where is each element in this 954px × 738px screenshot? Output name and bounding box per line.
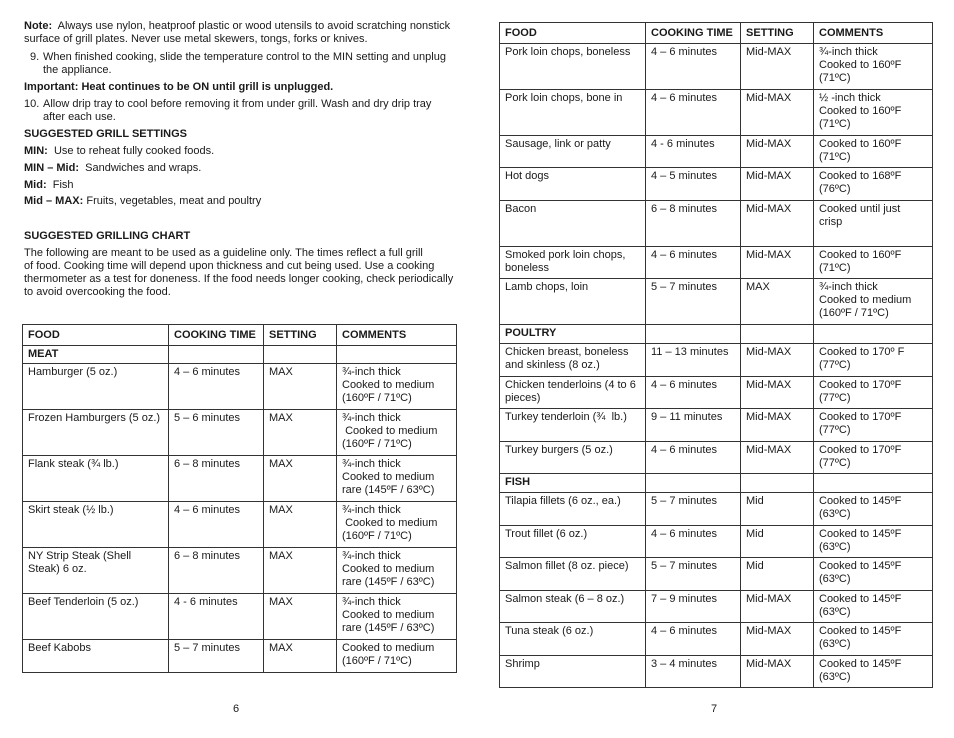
comment-line: Cooked until just	[819, 203, 901, 215]
food-cell: Shrimp	[500, 656, 646, 688]
comment-line: (76ºC)	[819, 183, 851, 195]
table-row	[500, 136, 933, 168]
comments-cell	[814, 656, 933, 688]
time-cell: 4 – 6 minutes	[169, 502, 264, 548]
comment-line: rare (145ºF / 63ºC)	[342, 622, 435, 634]
setting-cell: Mid	[741, 558, 814, 591]
food-cell: Salmon fillet (8 oz. piece)	[500, 558, 646, 591]
time-cell: 6 – 8 minutes	[646, 201, 741, 247]
food-cell	[23, 548, 169, 594]
comments-cell	[814, 493, 933, 526]
setting-label: Mid:	[24, 179, 47, 191]
table-row	[500, 409, 933, 442]
comment-line: Cooked to 145ºF	[819, 495, 902, 507]
comment-line: Cooked to 170ºF	[819, 444, 902, 456]
comment-line: (63ºC)	[819, 606, 851, 618]
comment-line: crisp	[819, 216, 843, 228]
table-row	[23, 502, 457, 548]
time-cell: 4 – 6 minutes	[646, 247, 741, 279]
table-row	[500, 168, 933, 201]
table-row	[500, 442, 933, 474]
empty-cell	[646, 474, 741, 493]
section-label: POULTRY	[500, 325, 646, 344]
table-row	[500, 90, 933, 136]
note-text: Always use nylon, heatproof plastic or wood utensils to avoid scratching nonstick surface of grill plates. Never use metal skewers, tongs, forks or knives.	[24, 20, 451, 45]
time-cell: 5 – 7 minutes	[169, 640, 264, 673]
time-cell: 9 – 11 minutes	[646, 409, 741, 442]
food-cell: Turkey tenderloin (¾ lb.)	[500, 409, 646, 442]
comments-cell	[814, 377, 933, 409]
comment-line: (77ºC)	[819, 457, 851, 469]
comment-line: rare (145ºF / 63ºC)	[342, 484, 435, 496]
table-row	[500, 279, 933, 325]
food-cell: Trout fillet (6 oz.)	[500, 526, 646, 558]
comment-line: (63ºC)	[819, 638, 851, 650]
comment-line: ¾-inch thick	[342, 458, 401, 470]
intro-line: of food. Cooking time will depend upon thickness and cut being used. Use a cooking	[24, 260, 435, 272]
comment-line: Cooked to 160ºF	[819, 138, 902, 150]
setting-cell: Mid-MAX	[741, 409, 814, 442]
setting-cell: Mid-MAX	[741, 623, 814, 656]
header-cooking-time: COOKING TIME	[169, 325, 264, 346]
intro-line: to avoid overcooking the food.	[24, 286, 171, 298]
comment-line: (77ºC)	[819, 424, 851, 436]
food-cell	[500, 247, 646, 279]
food-cell	[500, 377, 646, 409]
step-9-line1: When finished cooking, slide the temperature control to the MIN setting and unplug	[43, 51, 446, 63]
section-label: MEAT	[23, 346, 169, 364]
intro-line: thermometer as a test for doneness. If the food needs longer cooking, check periodically	[24, 273, 454, 285]
comments-cell	[337, 364, 457, 410]
comment-line: ¾-inch thick	[819, 46, 878, 58]
comment-line: (63ºC)	[819, 671, 851, 683]
table-header-row	[23, 325, 457, 346]
comment-line: (63ºC)	[819, 508, 851, 520]
header-food: FOOD	[500, 23, 646, 44]
table-row	[500, 558, 933, 591]
time-cell: 4 - 6 minutes	[646, 136, 741, 168]
chart-intro	[24, 247, 464, 299]
comment-line: (77ºC)	[819, 359, 851, 371]
grilling-chart-heading: SUGGESTED GRILLING CHART	[24, 230, 191, 242]
setting-cell: Mid-MAX	[741, 442, 814, 474]
header-setting: SETTING	[264, 325, 337, 346]
comment-line: (71ºC)	[819, 72, 851, 84]
time-cell: 4 – 5 minutes	[646, 168, 741, 201]
empty-cell	[337, 346, 457, 364]
setting-min-mid	[24, 162, 201, 175]
comments-cell	[814, 623, 933, 656]
comments-cell	[814, 201, 933, 247]
food-line: Chicken tenderloins (4 to 6	[505, 379, 636, 391]
time-cell: 11 – 13 minutes	[646, 344, 741, 377]
comment-line: (160ºF / 71ºC)	[342, 655, 412, 667]
setting-cell: MAX	[264, 594, 337, 640]
food-line: Chicken breast, boneless	[505, 346, 629, 358]
comment-line: Cooked to 145ºF	[819, 658, 902, 670]
empty-cell	[814, 325, 933, 344]
section-row-meat	[23, 346, 457, 364]
comment-line: ¾-inch thick	[342, 504, 401, 516]
setting-label: Mid – MAX:	[24, 195, 84, 207]
time-cell: 4 – 6 minutes	[646, 90, 741, 136]
table-row	[23, 594, 457, 640]
table-row	[500, 201, 933, 247]
grill-settings-heading: SUGGESTED GRILL SETTINGS	[24, 128, 187, 140]
comments-cell	[337, 456, 457, 502]
setting-label: MIN – Mid:	[24, 162, 79, 174]
comment-line: (160ºF / 71ºC)	[342, 392, 412, 404]
time-cell: 5 – 7 minutes	[646, 493, 741, 526]
header-setting: SETTING	[741, 23, 814, 44]
setting-cell: MAX	[264, 548, 337, 594]
time-cell: 6 – 8 minutes	[169, 548, 264, 594]
comment-line: Cooked to medium	[342, 642, 435, 654]
time-cell: 4 - 6 minutes	[169, 594, 264, 640]
comment-line: Cooked to 145ºF	[819, 625, 902, 637]
comment-line: ¾-inch thick	[342, 366, 401, 378]
time-cell: 4 – 6 minutes	[646, 623, 741, 656]
table-header-row	[500, 23, 933, 44]
time-cell: 4 – 6 minutes	[169, 364, 264, 410]
table-row	[500, 247, 933, 279]
comment-line: Cooked to medium	[342, 379, 435, 391]
setting-text: Fish	[52, 179, 74, 191]
table-row	[500, 344, 933, 377]
setting-text: Fruits, vegetables, meat and poultry	[86, 195, 262, 207]
header-comments: COMMENTS	[814, 23, 933, 44]
table-row	[23, 364, 457, 410]
comment-line: (71ºC)	[819, 262, 851, 274]
comment-line: Cooked to 160ºF	[819, 105, 902, 117]
empty-cell	[169, 346, 264, 364]
header-food: FOOD	[23, 325, 169, 346]
comment-line: (63ºC)	[819, 541, 851, 553]
empty-cell	[646, 325, 741, 344]
setting-cell: MAX	[264, 364, 337, 410]
comments-cell	[814, 168, 933, 201]
food-cell: Turkey burgers (5 oz.)	[500, 442, 646, 474]
comment-line: (63ºC)	[819, 573, 851, 585]
time-cell: 4 – 6 minutes	[646, 377, 741, 409]
comment-line: (71ºC)	[819, 118, 851, 130]
food-cell: Lamb chops, loin	[500, 279, 646, 325]
comment-line: (160ºF / 71ºC)	[342, 530, 412, 542]
comments-cell	[337, 594, 457, 640]
comment-line: Cooked to medium	[342, 563, 435, 575]
important-note: Important: Heat continues to be ON until grill is unplugged.	[24, 81, 334, 93]
food-cell: Skirt steak (½ lb.)	[23, 502, 169, 548]
comment-line: ¾-inch thick	[342, 550, 401, 562]
setting-cell: Mid-MAX	[741, 44, 814, 90]
right-page	[477, 0, 954, 738]
food-cell: Pork loin chops, boneless	[500, 44, 646, 90]
comments-cell	[814, 90, 933, 136]
food-cell	[500, 344, 646, 377]
comments-cell	[814, 44, 933, 90]
comments-cell	[814, 591, 933, 623]
step-9-number: 9.	[30, 51, 40, 63]
empty-cell	[264, 346, 337, 364]
table-row	[500, 44, 933, 90]
comments-cell	[814, 344, 933, 377]
comment-line: Cooked to medium	[819, 294, 912, 306]
setting-cell: Mid	[741, 526, 814, 558]
comment-line: (77ºC)	[819, 392, 851, 404]
setting-cell: Mid-MAX	[741, 168, 814, 201]
comment-line: (160ºF / 71ºC)	[342, 438, 412, 450]
comment-line: Cooked to 160ºF	[819, 249, 902, 261]
comments-cell	[814, 136, 933, 168]
table-row	[500, 377, 933, 409]
header-comments: COMMENTS	[337, 325, 457, 346]
comments-cell	[337, 502, 457, 548]
comment-line: Cooked to medium	[342, 609, 435, 621]
comment-line: Cooked to 168ºF	[819, 170, 902, 182]
food-line: NY Strip Steak (Shell	[28, 550, 132, 562]
comments-cell	[814, 279, 933, 325]
time-cell: 5 – 6 minutes	[169, 410, 264, 456]
table-row	[23, 456, 457, 502]
comments-cell	[814, 409, 933, 442]
setting-cell: MAX	[741, 279, 814, 325]
food-cell: Bacon	[500, 201, 646, 247]
food-cell: Frozen Hamburgers (5 oz.)	[23, 410, 169, 456]
table-row	[23, 410, 457, 456]
food-cell: Tilapia fillets (6 oz., ea.)	[500, 493, 646, 526]
setting-cell: Mid-MAX	[741, 591, 814, 623]
comment-line: Cooked to 170º F	[819, 346, 905, 358]
comment-line: (71ºC)	[819, 151, 851, 163]
time-cell: 4 – 6 minutes	[646, 526, 741, 558]
grilling-table-continued	[499, 22, 933, 688]
food-cell: Tuna steak (6 oz.)	[500, 623, 646, 656]
step-10-line2: after each use.	[43, 111, 116, 123]
comment-line: ¾-inch thick	[342, 412, 401, 424]
comment-line: Cooked to 170ºF	[819, 411, 902, 423]
empty-cell	[741, 474, 814, 493]
table-row	[23, 640, 457, 673]
food-line: boneless	[505, 262, 550, 274]
food-cell: Pork loin chops, bone in	[500, 90, 646, 136]
setting-cell: Mid-MAX	[741, 247, 814, 279]
comment-line: ½ -inch thick	[819, 92, 881, 104]
comment-line: rare (145ºF / 63ºC)	[342, 576, 435, 588]
intro-line: The following are meant to be used as a guideline only. The times reflect a full grill	[24, 247, 423, 259]
food-line: pieces)	[505, 392, 541, 404]
table-row	[500, 656, 933, 688]
empty-cell	[814, 474, 933, 493]
time-cell: 3 – 4 minutes	[646, 656, 741, 688]
comment-line: Cooked to 145ºF	[819, 593, 902, 605]
food-line: and skinless (8 oz.)	[505, 359, 600, 371]
setting-cell: Mid	[741, 493, 814, 526]
setting-mid-max	[24, 195, 261, 208]
setting-label: MIN:	[24, 145, 48, 157]
setting-mid	[24, 179, 74, 192]
time-cell: 4 – 6 minutes	[646, 442, 741, 474]
food-cell: Sausage, link or patty	[500, 136, 646, 168]
time-cell: 5 – 7 minutes	[646, 279, 741, 325]
comment-line: (160ºF / 71ºC)	[819, 307, 889, 319]
step-10	[24, 98, 454, 124]
setting-cell: Mid-MAX	[741, 90, 814, 136]
setting-cell: MAX	[264, 456, 337, 502]
setting-cell: Mid-MAX	[741, 377, 814, 409]
step-9-line2: the appliance.	[43, 64, 112, 76]
comment-line: Cooked to 160ºF	[819, 59, 902, 71]
page-number: 7	[711, 703, 718, 715]
comments-cell	[337, 640, 457, 673]
table-row	[500, 493, 933, 526]
note-label: Note:	[24, 20, 53, 32]
time-cell: 6 – 8 minutes	[169, 456, 264, 502]
comments-cell	[337, 548, 457, 594]
time-cell: 4 – 6 minutes	[646, 44, 741, 90]
table-row	[500, 623, 933, 656]
setting-cell: Mid-MAX	[741, 136, 814, 168]
comment-line: Cooked to medium	[342, 517, 438, 529]
comment-line: ¾-inch thick	[819, 281, 878, 293]
food-cell: Hamburger (5 oz.)	[23, 364, 169, 410]
setting-min	[24, 145, 214, 158]
comment-line: Cooked to 170ºF	[819, 379, 902, 391]
food-cell: Hot dogs	[500, 168, 646, 201]
comment-line: Cooked to 145ºF	[819, 560, 902, 572]
table-row	[500, 526, 933, 558]
step-9	[30, 51, 460, 77]
header-cooking-time: COOKING TIME	[646, 23, 741, 44]
comment-line: Cooked to 145ºF	[819, 528, 902, 540]
time-cell: 5 – 7 minutes	[646, 558, 741, 591]
note-paragraph	[24, 20, 456, 46]
section-row-poultry	[500, 325, 933, 344]
meat-table	[22, 324, 457, 673]
food-line: Steak) 6 oz.	[28, 563, 87, 575]
comments-cell	[337, 410, 457, 456]
time-cell: 7 – 9 minutes	[646, 591, 741, 623]
food-cell: Beef Kabobs	[23, 640, 169, 673]
setting-cell: MAX	[264, 640, 337, 673]
setting-cell: MAX	[264, 410, 337, 456]
food-line: Smoked pork loin chops,	[505, 249, 626, 261]
food-cell: Flank steak (¾ lb.)	[23, 456, 169, 502]
page-number: 6	[233, 703, 240, 715]
comment-line: Cooked to medium	[342, 471, 435, 483]
section-row-fish	[500, 474, 933, 493]
setting-cell: Mid-MAX	[741, 656, 814, 688]
setting-cell: Mid-MAX	[741, 344, 814, 377]
step-10-number: 10.	[24, 98, 40, 110]
step-10-line1: Allow drip tray to cool before removing it from under grill. Wash and dry drip tray	[43, 98, 432, 110]
table-row	[23, 548, 457, 594]
comments-cell	[814, 442, 933, 474]
setting-text: Sandwiches and wraps.	[85, 162, 202, 174]
comments-cell	[814, 526, 933, 558]
setting-text: Use to reheat fully cooked foods.	[53, 145, 215, 157]
setting-cell: Mid-MAX	[741, 201, 814, 247]
comments-cell	[814, 558, 933, 591]
food-cell: Salmon steak (6 – 8 oz.)	[500, 591, 646, 623]
comment-line: Cooked to medium	[342, 425, 438, 437]
empty-cell	[741, 325, 814, 344]
food-cell: Beef Tenderloin (5 oz.)	[23, 594, 169, 640]
setting-cell: MAX	[264, 502, 337, 548]
comment-line: ¾-inch thick	[342, 596, 401, 608]
comments-cell	[814, 247, 933, 279]
table-row	[500, 591, 933, 623]
section-label: FISH	[500, 474, 646, 493]
